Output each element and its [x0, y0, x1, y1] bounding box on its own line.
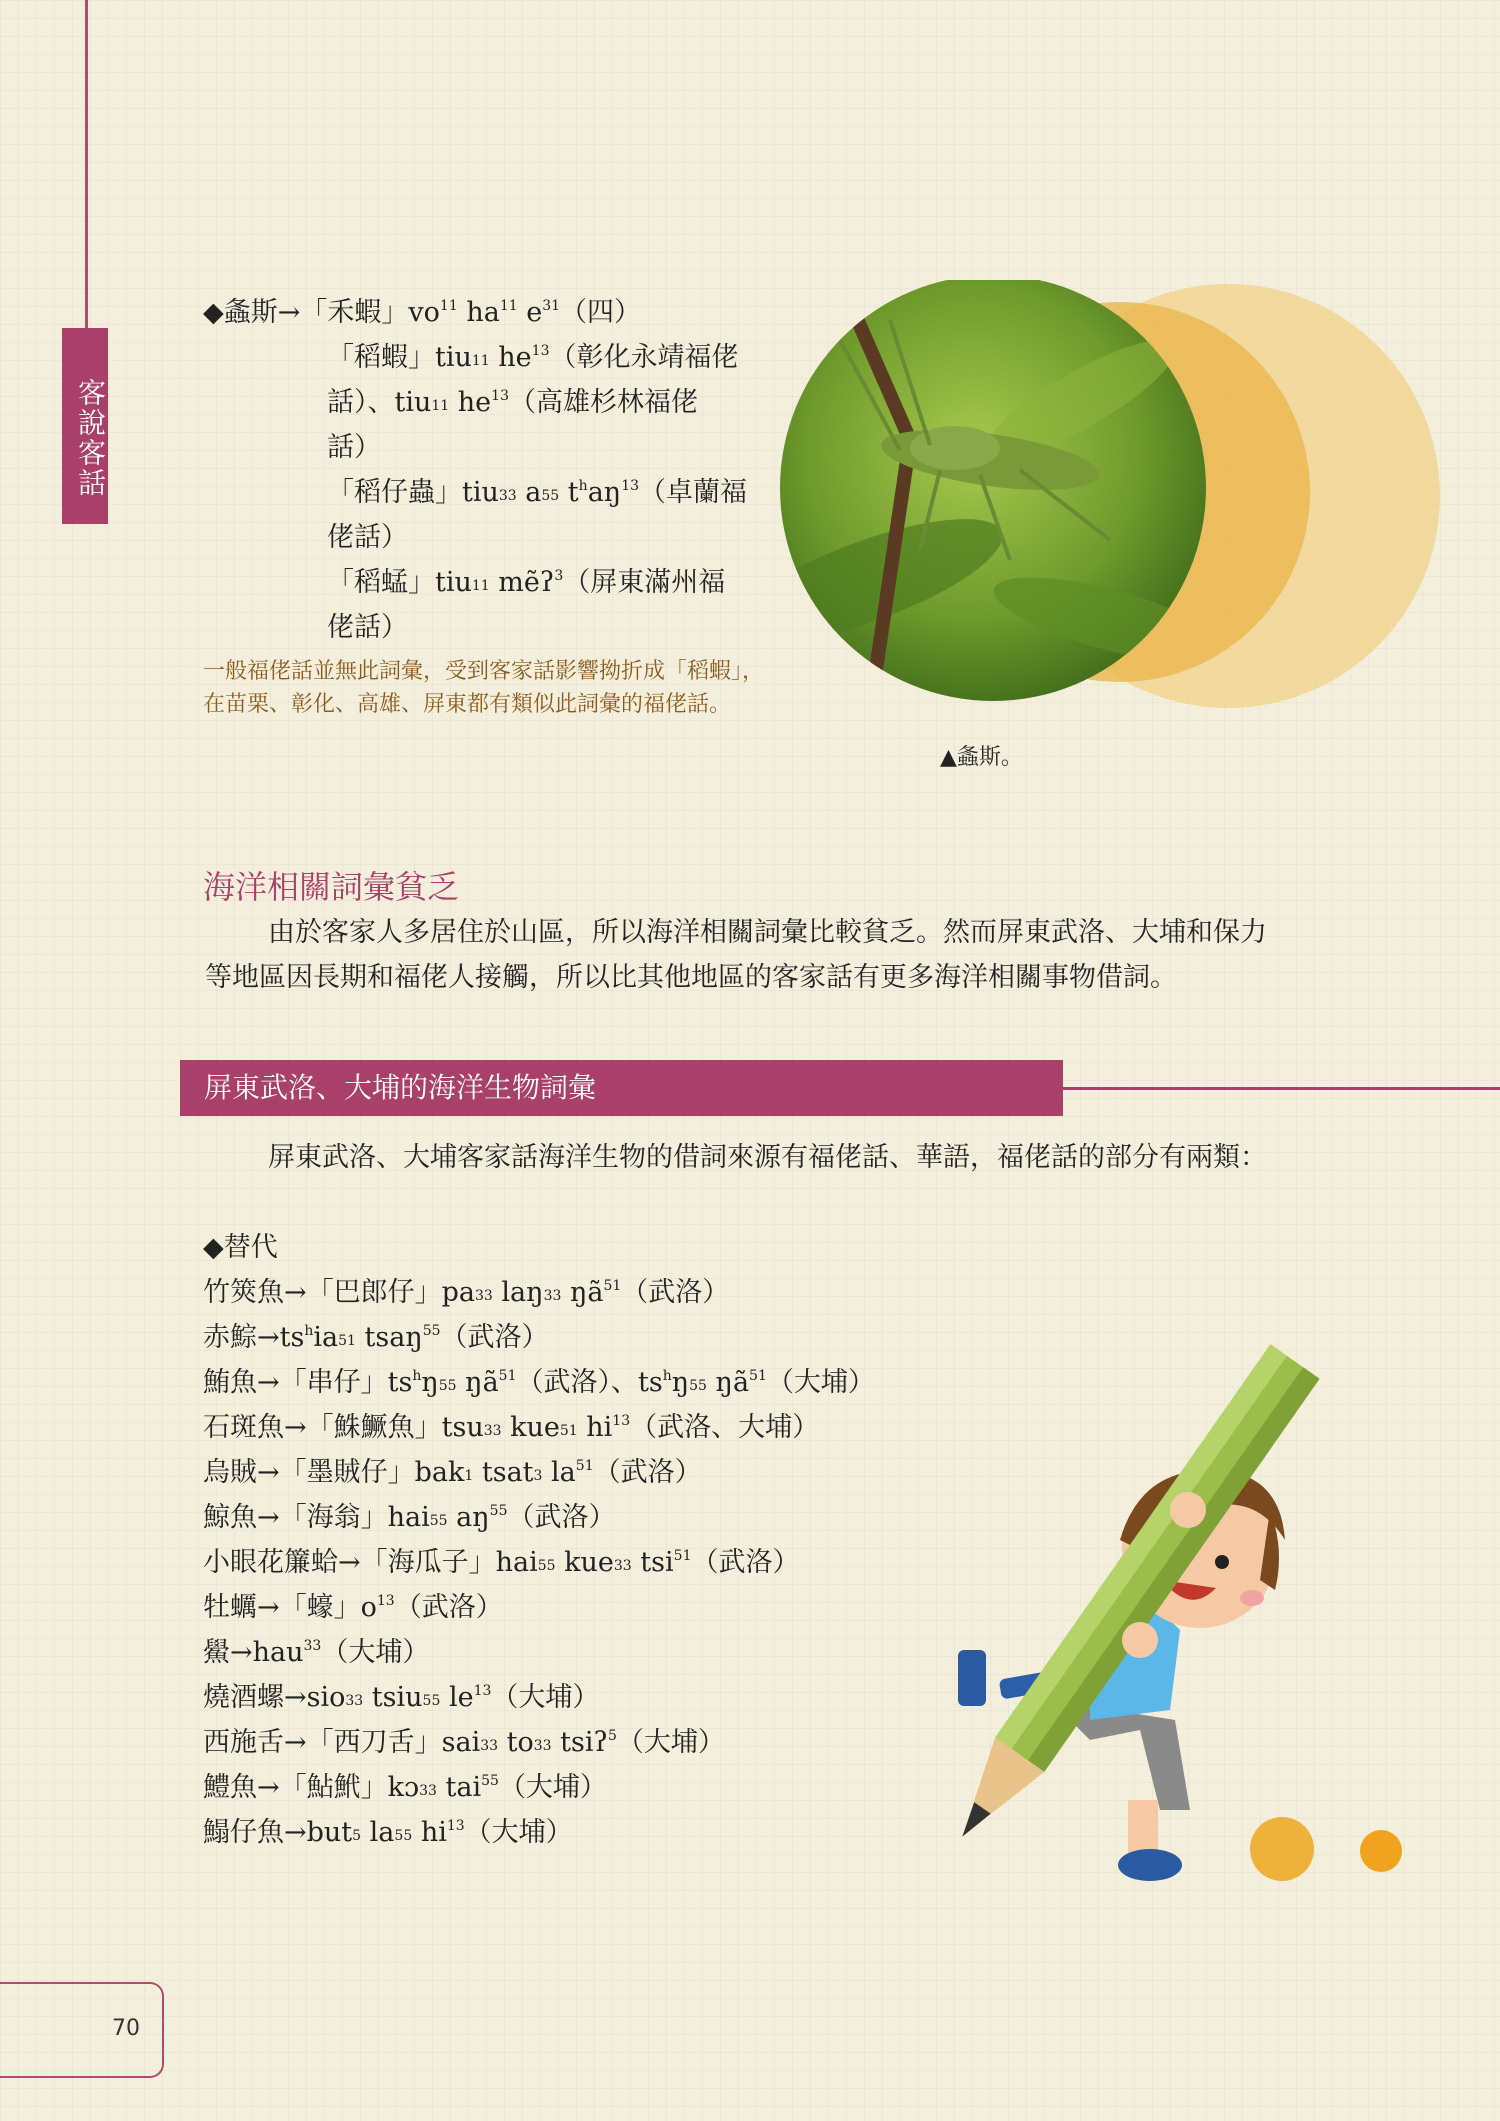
katydid-photo	[780, 280, 1460, 740]
decor-dot	[1360, 1830, 1402, 1872]
entry-line: 佬話）	[327, 522, 408, 553]
list-item: 竹筴魚→「巴郎仔」$pa_{33}$ laŋ$_{33}$ $ŋã^{51}$（武洛）	[203, 1277, 730, 1308]
list-item: 石斑魚→「鮢鱖魚」tsu$_{33}$ kue$_{51}$ $hi^{13}$（武洛、大埔）	[203, 1412, 820, 1443]
decor-dot	[1250, 1817, 1314, 1881]
list-item: 鱧魚→「鮎鮘」kɔ$_{33}$ tai$^{55}$（大埔）	[203, 1772, 607, 1803]
chapter-tab: 客說客話	[62, 328, 108, 524]
usage-note: 一般福佬話並無此詞彙，受到客家話影響拗折成「稻蝦」，在苗栗、彰化、高雄、屏東都有類似此詞彙的福佬話。	[203, 659, 765, 717]
list-item: 烏賊→「墨賊仔」bak$_1$ tsat$_3$ $la^{51}$（武洛）	[203, 1457, 702, 1488]
banner-rule	[1063, 1087, 1500, 1090]
margin-rule	[85, 0, 88, 330]
decor-dots	[1245, 1815, 1405, 1885]
section-paragraph: 由於客家人多居住於山區，所以海洋相關詞彙比較貧乏。然而屏東武洛、大埔和保力等地區因長期和福佬人接觸，所以比其他地區的客家話有更多海洋相關事物借詞。	[205, 917, 1267, 993]
photo-caption: ▲螽斯。	[940, 745, 1023, 770]
list-item: 鯨魚→「海翁」hai$_{55}$ $aŋ^{55}$（武洛）	[203, 1502, 616, 1533]
entry-katydid: ◆螽斯→「禾蝦」$vo^{11}$ $ha^{11}$ $e^{31}$（四）	[203, 297, 642, 328]
list-item: 鱟→hau$^{33}$（大埔）	[203, 1637, 430, 1668]
list-item: 燒酒螺→sio$_{33}$ tsiu$_{55}$ $le^{13}$（大埔）	[203, 1682, 600, 1713]
section-title: 海洋相關詞彙貧乏	[203, 868, 460, 906]
entry-line: 「稻仔蟲」tiu$_{33}$ $a_{55}$ $t^haŋ^{13}$（卓蘭福	[327, 477, 748, 508]
entry-line: 話）、tiu$_{11}$ $he^{13}$（高雄杉林福佬	[327, 387, 698, 418]
list-item: 西施舌→「西刀舌」sai$_{33}$ $to_{33}$ tsiʔ$^5$（大埔）	[203, 1727, 725, 1758]
entry-line: 佬話）	[327, 612, 408, 643]
list-item: 牡蠣→「蠔」$o^{13}$（武洛）	[203, 1592, 503, 1623]
page-number: 70	[112, 2016, 140, 2041]
list-item: 小眼花簾蛤→「海瓜子」hai$_{55}$ kue$_{33}$ tsi$^{51}$（武洛）	[203, 1547, 800, 1578]
subsection-banner: 屏東武洛、大埔的海洋生物詞彙	[180, 1060, 1063, 1116]
entry-line: 話）	[327, 432, 381, 463]
entry-line: 「稻蝦」tiu$_{11}$ $he^{13}$（彰化永靖福佬	[327, 342, 739, 373]
entry-line: 「稻蜢」tiu$_{11}$ mẽʔ$^3$（屏東滿州福	[327, 567, 726, 598]
list-item: 鮪魚→「串仔」$ts^hŋ_{55}$ $ŋã^{51}$（武洛）、$ts^hŋ_{55}$ $ŋã^{51}$（大埔）	[203, 1367, 875, 1398]
list-item: 赤鯮$\to ts^hia_{51}$ tsaŋ$^{55}$（武洛）	[203, 1322, 549, 1353]
subsection-paragraph: 屏東武洛、大埔客家話海洋生物的借詞來源有福佬話、華語，福佬話的部分有兩類：	[268, 1142, 1267, 1173]
list-heading: ◆替代	[203, 1232, 278, 1263]
list-item: 鰨仔魚→but$_5$ $la_{55}$ $hi^{13}$（大埔）	[203, 1817, 573, 1848]
